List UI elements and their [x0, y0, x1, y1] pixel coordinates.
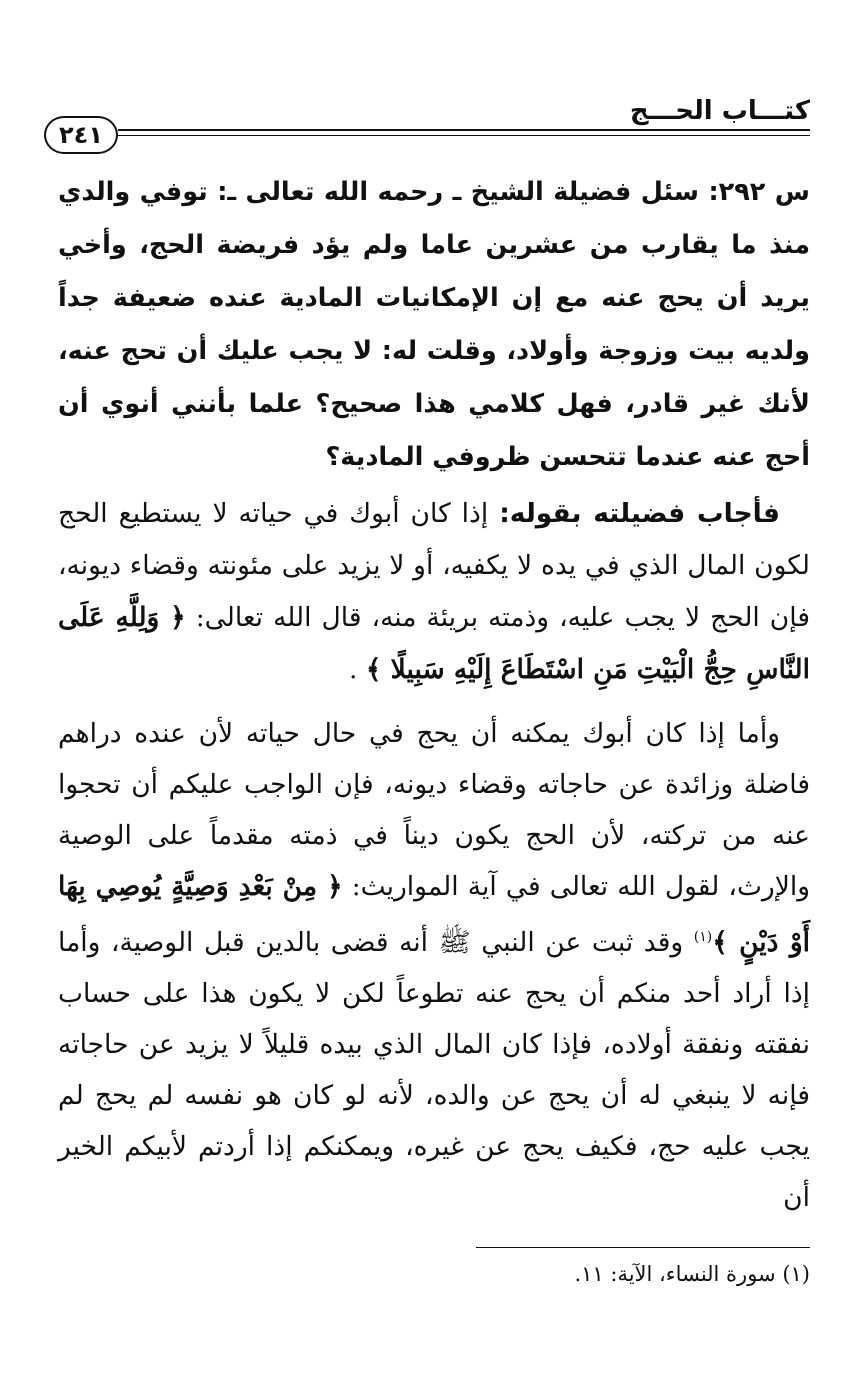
header-rule: [118, 129, 810, 138]
answer-lead: فأجاب فضيلته بقوله:: [499, 498, 780, 529]
answer-p1-end: .: [349, 654, 358, 685]
footnote-rule: [476, 1247, 810, 1248]
answer-p2-part1: وأما إذا كان أبوك يمكنه أن يحج في حال حياته لأن عنده دراهم فاضلة وزائدة عن حاجاته وقضاء ديونه، فإن الواجب عليكم أن تحجوا عنه من تركته، لأن الحج يكون ديناً في ذمته مقدماً على الوصية والإرث، لقول الله تعالى في آية المواريث:: [58, 718, 810, 902]
footnote: (١) سورة النساء، الآية: ١١.: [574, 1262, 810, 1286]
quran-verse-1: ﴿ وَلِلَّهِ عَلَى النَّاسِ حِجُّ الْبَيْتِ مَنِ اسْتَطَاعَ إِلَيْهِ سَبِيلًا ﴾: [58, 602, 810, 685]
quran-verse-2: ﴿ مِنْ بَعْدِ وَصِيَّةٍ يُوصِي بِهَا أَوْ دَيْنٍ ﴾: [58, 871, 810, 958]
page-number: ٢٤١: [44, 116, 118, 154]
answer-paragraph-2: [58, 708, 810, 1223]
question-number: س ٢٩٢:: [708, 177, 810, 207]
answer-p2-part2: وقد ثبت عن النبي ﷺ أنه قضى بالدين قبل الوصية، وأما إذا أراد أحد منكم أن يحج عنه تطوعاً لكن لا يكون هذا على حساب نفقته ونفقة أولاده، فإذا كان المال الذي بيده قليلاً لا يزيد عن حاجاته فإنه لا ينبغي له أن يحج عن والده، لأنه لو كان هو نفسه لم يحج لم يجب عليه حج، فكيف يحج عن غيره، ويمكنكم إذا أردتم لأبيكم الخير أن: [58, 926, 810, 1213]
question-text: سئل فضيلة الشيخ ـ رحمه الله تعالى ـ: توفي والدي منذ ما يقارب من عشرين عاما ولم يؤد فريضة الحج، وأخي يريد أن يحج عنه مع إن الإمكانيات المادية عنده ضعيفة جداً ولديه بيت وزوجة وأولاد، وقلت له: لا يجب عليك أن تحج عنه، لأنك غير قادر، فهل كلامي هذا صحيح؟ علما بأنني أنوي أن أحج عنه عندما تتحسن ظروفي المادية؟: [58, 177, 810, 472]
header-rule-thick: [118, 129, 810, 131]
header-rule-thin: [118, 135, 810, 136]
book-title: كتـــاب الحـــج: [629, 96, 810, 126]
footnote-ref: (١): [693, 929, 713, 945]
answer-paragraph-1: [58, 488, 810, 696]
answer-p1-text: إذا كان أبوك في حياته لا يستطيع الحج لكون المال الذي في يده لا يكفيه، أو لا يزيد على مئونته وقضاء ديونه، فإن الحج لا يجب عليه، وذمته بريئة منه، قال الله تعالى:: [58, 498, 810, 633]
question-paragraph: [58, 166, 810, 484]
